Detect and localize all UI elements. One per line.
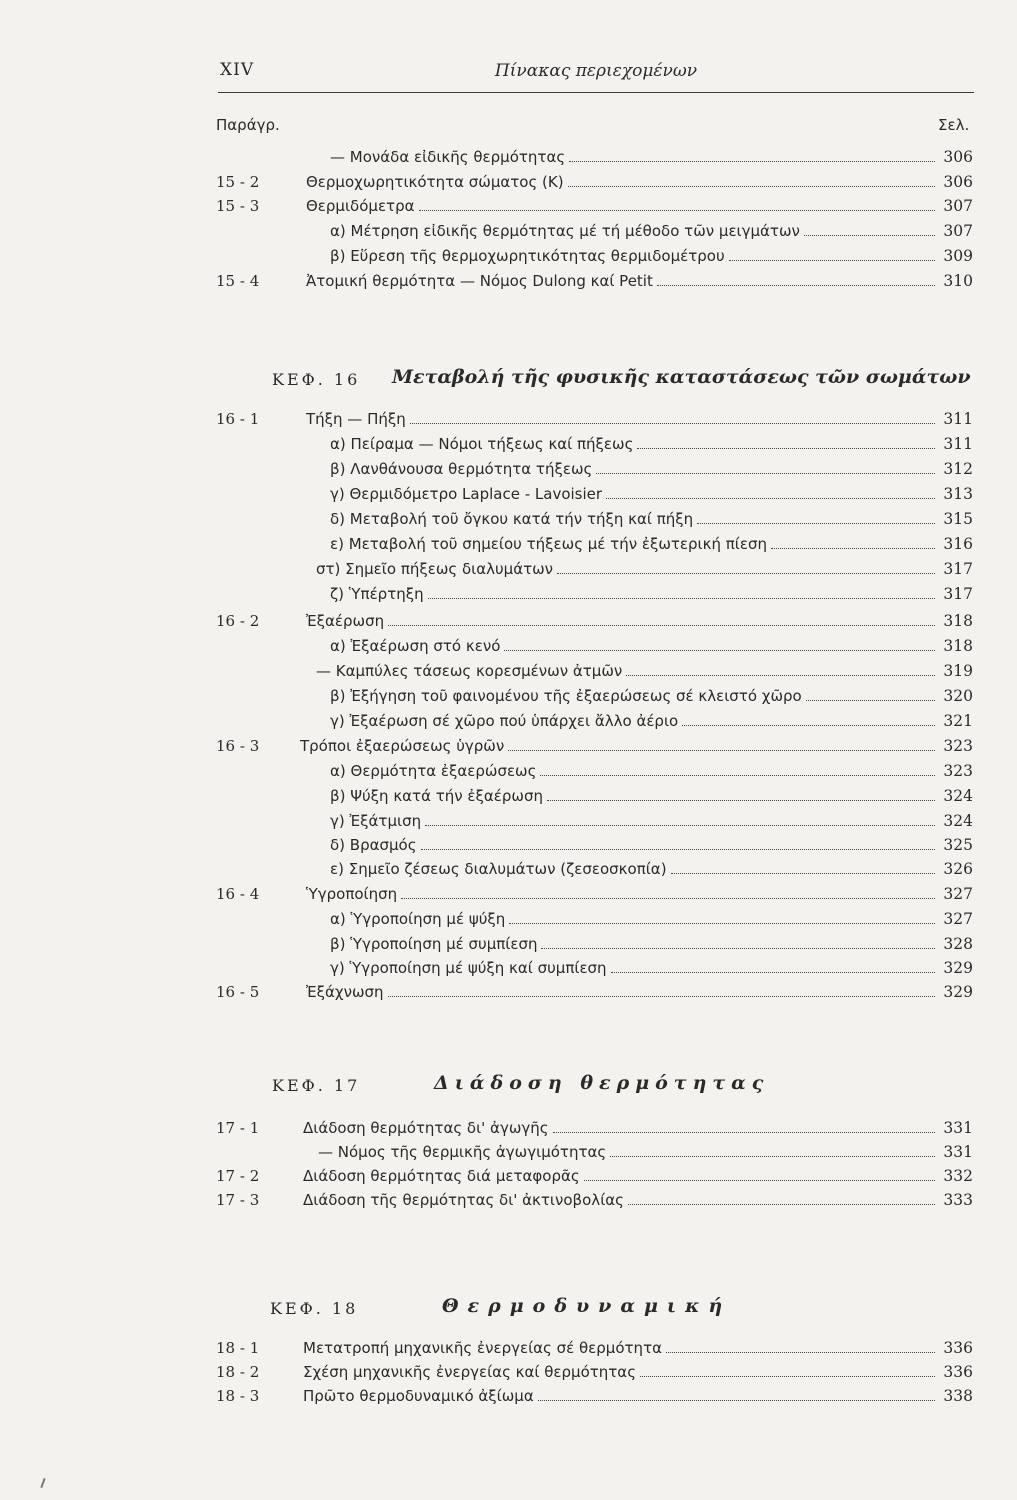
entry-label: Διάδοση θερμότητας διά μεταφορᾶς <box>303 1167 580 1185</box>
dot-leader <box>428 598 935 599</box>
toc-entry[interactable] <box>0 1361 1017 1385</box>
dot-leader <box>729 260 935 261</box>
toc-entry[interactable] <box>0 908 1017 932</box>
toc-entry[interactable] <box>0 1385 1017 1409</box>
entry-page: 311 <box>943 410 973 428</box>
toc-entry[interactable] <box>0 1189 1017 1213</box>
dot-leader <box>547 800 935 801</box>
chapter-heading <box>272 366 972 396</box>
entry-label: γ) Ἐξαέρωση σέ χῶρο πού ὑπάρχει ἄλλο ἀέριο <box>330 712 679 730</box>
section-number: 16 - 5 <box>216 983 260 1001</box>
entry-label: Μετατροπή μηχανικῆς ἐνεργείας σέ θερμότητα <box>303 1339 662 1357</box>
entry-page: 329 <box>943 959 973 977</box>
entry-label: β) Ὑγροποίηση μέ συμπίεση <box>330 935 538 953</box>
entry-page: 317 <box>943 585 973 603</box>
entry-page: 336 <box>943 1363 973 1381</box>
section-number: 16 - 4 <box>216 885 260 903</box>
entry-label: — Νόμος τῆς θερμικῆς ἀγωγιμότητας <box>318 1143 607 1161</box>
entry-page: 309 <box>943 247 973 265</box>
toc-entry[interactable] <box>0 883 1017 907</box>
dot-leader <box>682 725 935 726</box>
entry-page: 333 <box>943 1191 973 1209</box>
running-head <box>218 56 974 93</box>
dot-leader <box>806 700 935 701</box>
entry-label: α) Θερμότητα ἐξαερώσεως <box>330 762 537 780</box>
toc-entry[interactable] <box>0 660 1017 684</box>
dot-leader <box>509 923 935 924</box>
entry-label: β) Ἐξήγηση τοῦ φαινομένου τῆς ἐξαερώσεως σέ κλειστό χῶρο <box>330 687 802 705</box>
toc-entry[interactable] <box>0 610 1017 634</box>
toc-entry[interactable] <box>0 433 1017 457</box>
section-number: 15 - 2 <box>216 173 260 191</box>
toc-entry[interactable] <box>0 1165 1017 1189</box>
entry-page: 306 <box>943 173 973 191</box>
section-number: 17 - 2 <box>216 1167 260 1185</box>
entry-label: — Μονάδα εἰδικῆς θερμότητας <box>330 148 566 166</box>
dot-leader <box>540 775 935 776</box>
dot-leader <box>637 448 935 449</box>
page-number: XIV <box>220 60 255 80</box>
toc-entry[interactable] <box>0 146 1017 170</box>
entry-label: Τρόποι ἐξαερώσεως ὑγρῶν <box>300 737 505 755</box>
toc-entry[interactable] <box>0 195 1017 219</box>
toc-entry[interactable] <box>0 583 1017 607</box>
entry-label: α) Πείραμα — Νόμοι τήξεως καί πήξεως <box>330 435 634 453</box>
dot-leader <box>671 873 935 874</box>
entry-page: 318 <box>943 637 973 655</box>
dot-leader <box>553 1132 935 1133</box>
toc-entry[interactable] <box>0 710 1017 734</box>
entry-label: Θερμιδόμετρα <box>306 197 415 215</box>
section-number: 15 - 3 <box>216 197 260 215</box>
toc-entry[interactable] <box>0 245 1017 269</box>
entry-page: 318 <box>943 612 973 630</box>
entry-page: 307 <box>943 222 973 240</box>
chapter-label: ΚΕΦ. 16 <box>272 370 361 389</box>
entry-label: Ἐξαέρωση <box>306 612 385 630</box>
toc-entry[interactable] <box>0 981 1017 1005</box>
entry-label: Θερμοχωρητικότητα σώματος (Κ) <box>306 173 564 191</box>
toc-entry[interactable] <box>0 1141 1017 1165</box>
dot-leader <box>568 186 935 187</box>
entry-page: 313 <box>943 485 973 503</box>
entry-page: 321 <box>943 712 973 730</box>
toc-entry[interactable] <box>0 1117 1017 1141</box>
chapter-label: ΚΕΦ. 17 <box>272 1076 361 1095</box>
chapter-title: Θερμοδυναμική <box>442 1295 732 1317</box>
entry-label: α) Ἐξαέρωση στό κενό <box>330 637 501 655</box>
dot-leader <box>538 1400 935 1401</box>
toc-entry[interactable] <box>0 760 1017 784</box>
chapter-label: ΚΕΦ. 18 <box>270 1299 359 1318</box>
dot-leader <box>606 498 935 499</box>
dot-leader <box>611 972 935 973</box>
entry-label: γ) Ἐξάτμιση <box>330 812 422 830</box>
toc-entry[interactable] <box>0 508 1017 532</box>
section-number: 18 - 1 <box>216 1339 260 1357</box>
entry-page: 327 <box>943 910 973 928</box>
entry-label: στ) Σημεῖο πήξεως διαλυμάτων <box>316 560 554 578</box>
toc-entry[interactable] <box>0 270 1017 294</box>
section-number: 18 - 3 <box>216 1387 260 1405</box>
toc-entry[interactable] <box>0 957 1017 981</box>
toc-entry[interactable] <box>0 858 1017 882</box>
entry-label: Διάδοση θερμότητας δι' ἀγωγῆς <box>303 1119 549 1137</box>
entry-label: Ἀτομική θερμότητα — Νόμος Dulong καί Petit <box>306 272 653 290</box>
entry-page: 338 <box>943 1387 973 1405</box>
toc-entry[interactable] <box>0 533 1017 557</box>
dot-leader <box>640 1376 935 1377</box>
section-number: 16 - 2 <box>216 612 260 630</box>
entry-page: 310 <box>943 272 973 290</box>
entry-page: 324 <box>943 812 973 830</box>
entry-label: Διάδοση τῆς θερμότητας δι' ἀκτινοβολίας <box>303 1191 624 1209</box>
dot-leader <box>504 650 935 651</box>
entry-label: δ) Βρασμός <box>330 836 417 854</box>
stray-mark <box>40 1478 45 1488</box>
entry-page: 319 <box>943 662 973 680</box>
entry-page: 336 <box>943 1339 973 1357</box>
running-title: Πίνακας περιεχομένων <box>494 61 698 81</box>
section-number: 18 - 2 <box>216 1363 260 1381</box>
entry-page: 326 <box>943 860 973 878</box>
entry-page: 306 <box>943 148 973 166</box>
section-number: 15 - 4 <box>216 272 260 290</box>
entry-page: 307 <box>943 197 973 215</box>
dot-leader <box>541 948 935 949</box>
toc-entry[interactable] <box>0 483 1017 507</box>
entry-page: 325 <box>943 836 973 854</box>
dot-leader <box>410 423 935 424</box>
toc-entry[interactable] <box>0 171 1017 195</box>
dot-leader <box>419 210 935 211</box>
section-column-header: Παράγρ. <box>216 116 280 134</box>
entry-label: γ) Ὑγροποίηση μέ ψύξη καί συμπίεση <box>330 959 607 977</box>
entry-label: α) Ὑγροποίηση μέ ψύξη <box>330 910 506 928</box>
entry-page: 320 <box>943 687 973 705</box>
chapter-title: Διάδοση θερμότητας <box>434 1072 770 1094</box>
section-number: 17 - 1 <box>216 1119 260 1137</box>
dot-leader <box>771 548 935 549</box>
entry-label: Ὑγροποίηση <box>306 885 398 903</box>
dot-leader <box>657 285 935 286</box>
entry-label: γ) Θερμιδόμετρο Laplace - Lavoisier <box>330 485 603 503</box>
entry-label: Σχέση μηχανικῆς ἐνεργείας καί θερμότητας <box>303 1363 637 1381</box>
entry-label: β) Εὕρεση τῆς θερμοχωρητικότητας θερμιδομέτρου <box>330 247 725 265</box>
dot-leader <box>569 161 935 162</box>
dot-leader <box>425 825 935 826</box>
entry-page: 329 <box>943 983 973 1001</box>
entry-page: 311 <box>943 435 973 453</box>
dot-leader <box>388 996 935 997</box>
toc-entry[interactable] <box>0 635 1017 659</box>
toc-entry[interactable] <box>0 810 1017 834</box>
entry-label: — Καμπύλες τάσεως κορεσμένων ἀτμῶν <box>316 662 623 680</box>
entry-page: 312 <box>943 460 973 478</box>
dot-leader <box>401 898 935 899</box>
entry-page: 327 <box>943 885 973 903</box>
entry-label: ε) Μεταβολή τοῦ σημείου τήξεως μέ τήν ἐξωτερική πίεση <box>330 535 767 553</box>
entry-page: 315 <box>943 510 973 528</box>
toc-entry[interactable] <box>0 785 1017 809</box>
entry-label: δ) Μεταβολή τοῦ ὄγκου κατά τήν τήξη καί πήξη <box>330 510 694 528</box>
chapter-heading <box>272 1072 832 1102</box>
dot-leader <box>697 523 935 524</box>
dot-leader <box>596 473 935 474</box>
entry-page: 332 <box>943 1167 973 1185</box>
entry-label: ε) Σημεῖο ζέσεως διαλυμάτων (ζεσεοσκοπία) <box>330 860 667 878</box>
dot-leader <box>666 1352 935 1353</box>
toc-entry[interactable] <box>0 458 1017 482</box>
dot-leader <box>388 625 935 626</box>
entry-page: 331 <box>943 1119 973 1137</box>
dot-leader <box>421 849 935 850</box>
chapter-title: Μεταβολή τῆς φυσικῆς καταστάσεως τῶν σωμάτων <box>392 366 971 388</box>
toc-entry[interactable] <box>0 220 1017 244</box>
toc-entry[interactable] <box>0 685 1017 709</box>
section-number: 16 - 1 <box>216 410 260 428</box>
toc-entry[interactable] <box>0 933 1017 957</box>
entry-label: β) Λανθάνουσα θερμότητα τήξεως <box>330 460 593 478</box>
entry-page: 328 <box>943 935 973 953</box>
entry-label: Τήξη — Πήξη <box>306 410 406 428</box>
dot-leader <box>584 1180 935 1181</box>
entry-page: 323 <box>943 737 973 755</box>
dot-leader <box>508 750 935 751</box>
entry-label: ζ) Ὑπέρτηξη <box>330 585 424 603</box>
entry-page: 317 <box>943 560 973 578</box>
entry-page: 324 <box>943 787 973 805</box>
chapter-heading <box>270 1295 790 1325</box>
toc-entry[interactable] <box>0 834 1017 858</box>
entry-label: Πρῶτο θερμοδυναμικό ἀξίωμα <box>303 1387 534 1405</box>
dot-leader <box>557 573 935 574</box>
entry-page: 316 <box>943 535 973 553</box>
section-number: 16 - 3 <box>216 737 260 755</box>
page-column-header: Σελ. <box>938 116 970 134</box>
toc-entry[interactable] <box>0 1337 1017 1361</box>
entry-label: Ἐξάχνωση <box>306 983 384 1001</box>
section-number: 17 - 3 <box>216 1191 260 1209</box>
dot-leader <box>610 1156 935 1157</box>
entry-label: β) Ψύξη κατά τήν ἐξαέρωση <box>330 787 543 805</box>
toc-entry[interactable] <box>0 408 1017 432</box>
entry-page: 331 <box>943 1143 973 1161</box>
dot-leader <box>628 1204 935 1205</box>
toc-entry[interactable] <box>0 558 1017 582</box>
dot-leader <box>804 235 935 236</box>
entry-label: α) Μέτρηση εἰδικῆς θερμότητας μέ τή μέθοδο τῶν μειγμάτων <box>330 222 800 240</box>
dot-leader <box>626 675 935 676</box>
toc-entry[interactable] <box>0 735 1017 759</box>
entry-page: 323 <box>943 762 973 780</box>
